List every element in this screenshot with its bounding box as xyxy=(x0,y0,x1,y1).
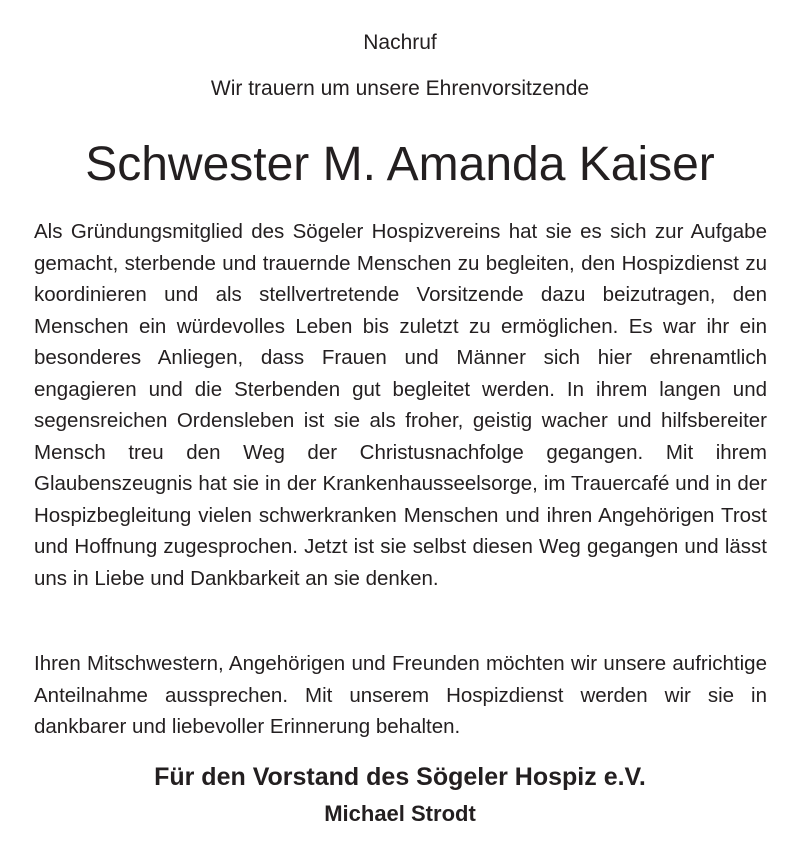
deceased-name: Schwester M. Amanda Kaiser xyxy=(85,138,715,191)
tribute-paragraph: Als Gründungsmitglied des Sögeler Hospizvereins hat sie es sich zur Aufgabe gemacht, sterbende und trauernde Menschen zu begleiten, den Hospizdienst zu koordinieren und als stellvertretende Vorsitzende dazu beizutragen, den Menschen ein würdevolles Leben bis zuletzt zu ermöglichen. Es war ihr ein besonderes Anliegen, dass Frauen und Männer sich hier ehrenamtlich engagieren und die Sterbenden gut begleitet werden. In ihrem langen und segensreichen Ordensleben ist sie als froher, geistig wacher und hilfsbereiter Mensch treu den Weg der Christusnachfolge gegangen. Mit ihrem Glaubenszeugnis hat sie in der Krankenhausseelsorge, im Trauercafé und in der Hospizbegleitung vielen schwerkranken Menschen und ihren Angehörigen Trost und Hoffnung zugesprochen. Jetzt ist sie selbst diesen Weg gegangen und lässt uns in Liebe und Dankbarkeit an sie denken. xyxy=(34,220,767,590)
notice-label: Nachruf xyxy=(363,31,437,54)
notice-subtitle: Wir trauern um unsere Ehrenvorsitzende xyxy=(210,77,590,100)
organization-signature: Für den Vorstand des Sögeler Hospiz e.V. xyxy=(154,763,646,791)
condolence-paragraph: Ihren Mitschwestern, Angehörigen und Freunden möchten wir unsere aufrichtige Anteilnahme aussprechen. Mit unserem Hospizdienst werden wir sie in dankbarer und liebevoller Erinnerung behalten. xyxy=(34,652,767,738)
signer-name: Michael Strodt xyxy=(324,801,476,826)
